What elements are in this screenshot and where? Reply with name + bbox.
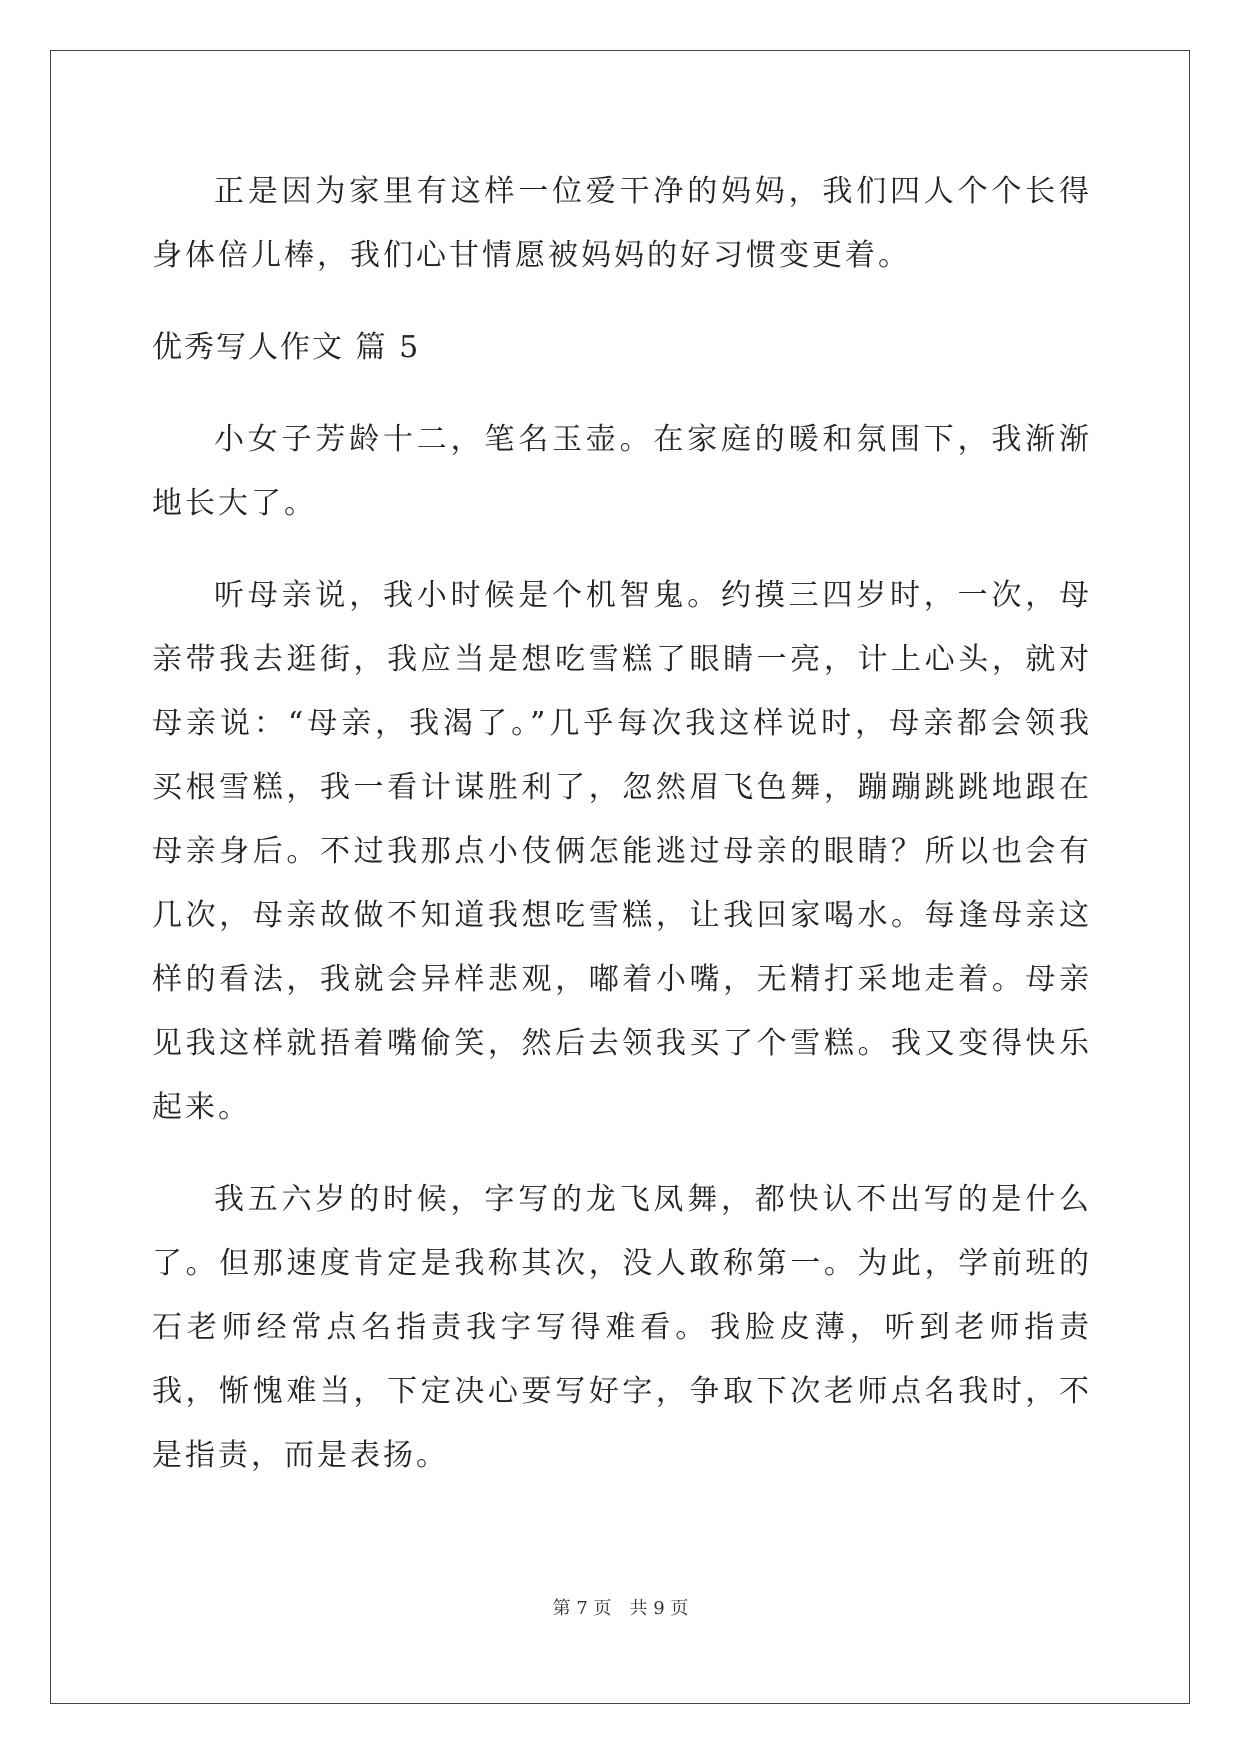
paragraph: 听母亲说，我小时候是个机智鬼。约摸三四岁时，一次，母亲带我去逛街，我应当是想吃雪糕了眼睛一亮，计上心头，就对母亲说：“母亲，我渴了。”几乎每次我这样说时，母亲都会领我买根雪糕，我一看计谋胜利了，忽然眉飞色舞，蹦蹦跳跳地跟在母亲身后。不过我那点小伎俩怎能逃过母亲的眼睛？所以也会有几次，母亲故做不知道我想吃雪糕，让我回家喝水。每逢母亲这样的看法，我就会异样悲观，嘟着小嘴，无精打采地走着。母亲见我这样就捂着嘴偷笑，然后去领我买了个雪糕。我又变得快乐起来。 <box>152 578 1092 1125</box>
section-heading: 优秀写人作文 篇 5 <box>152 330 421 365</box>
page-footer <box>0 1594 1241 1620</box>
page-number-total: 共 9 页 <box>629 1598 689 1619</box>
paragraph: 正是因为家里有这样一位爱干净的妈妈，我们四人个个长得身体倍儿棒，我们心甘情愿被妈妈的好习惯变更着。 <box>152 174 1092 273</box>
page-number-current: 第 7 页 <box>552 1598 612 1619</box>
document-body <box>152 160 1092 1488</box>
paragraph: 我五六岁的时候，字写的龙飞凤舞，都快认不出写的是什么了。但那速度肯定是我称其次，没人敢称第一。为此，学前班的石老师经常点名指责我字写得难看。我脸皮薄，听到老师指责我，惭愧难当，下定决心要写好字，争取下次老师点名我时，不是指责，而是表扬。 <box>152 1182 1092 1473</box>
paragraph: 小女子芳龄十二，笔名玉壶。在家庭的暖和氛围下，我渐渐地长大了。 <box>152 422 1092 521</box>
